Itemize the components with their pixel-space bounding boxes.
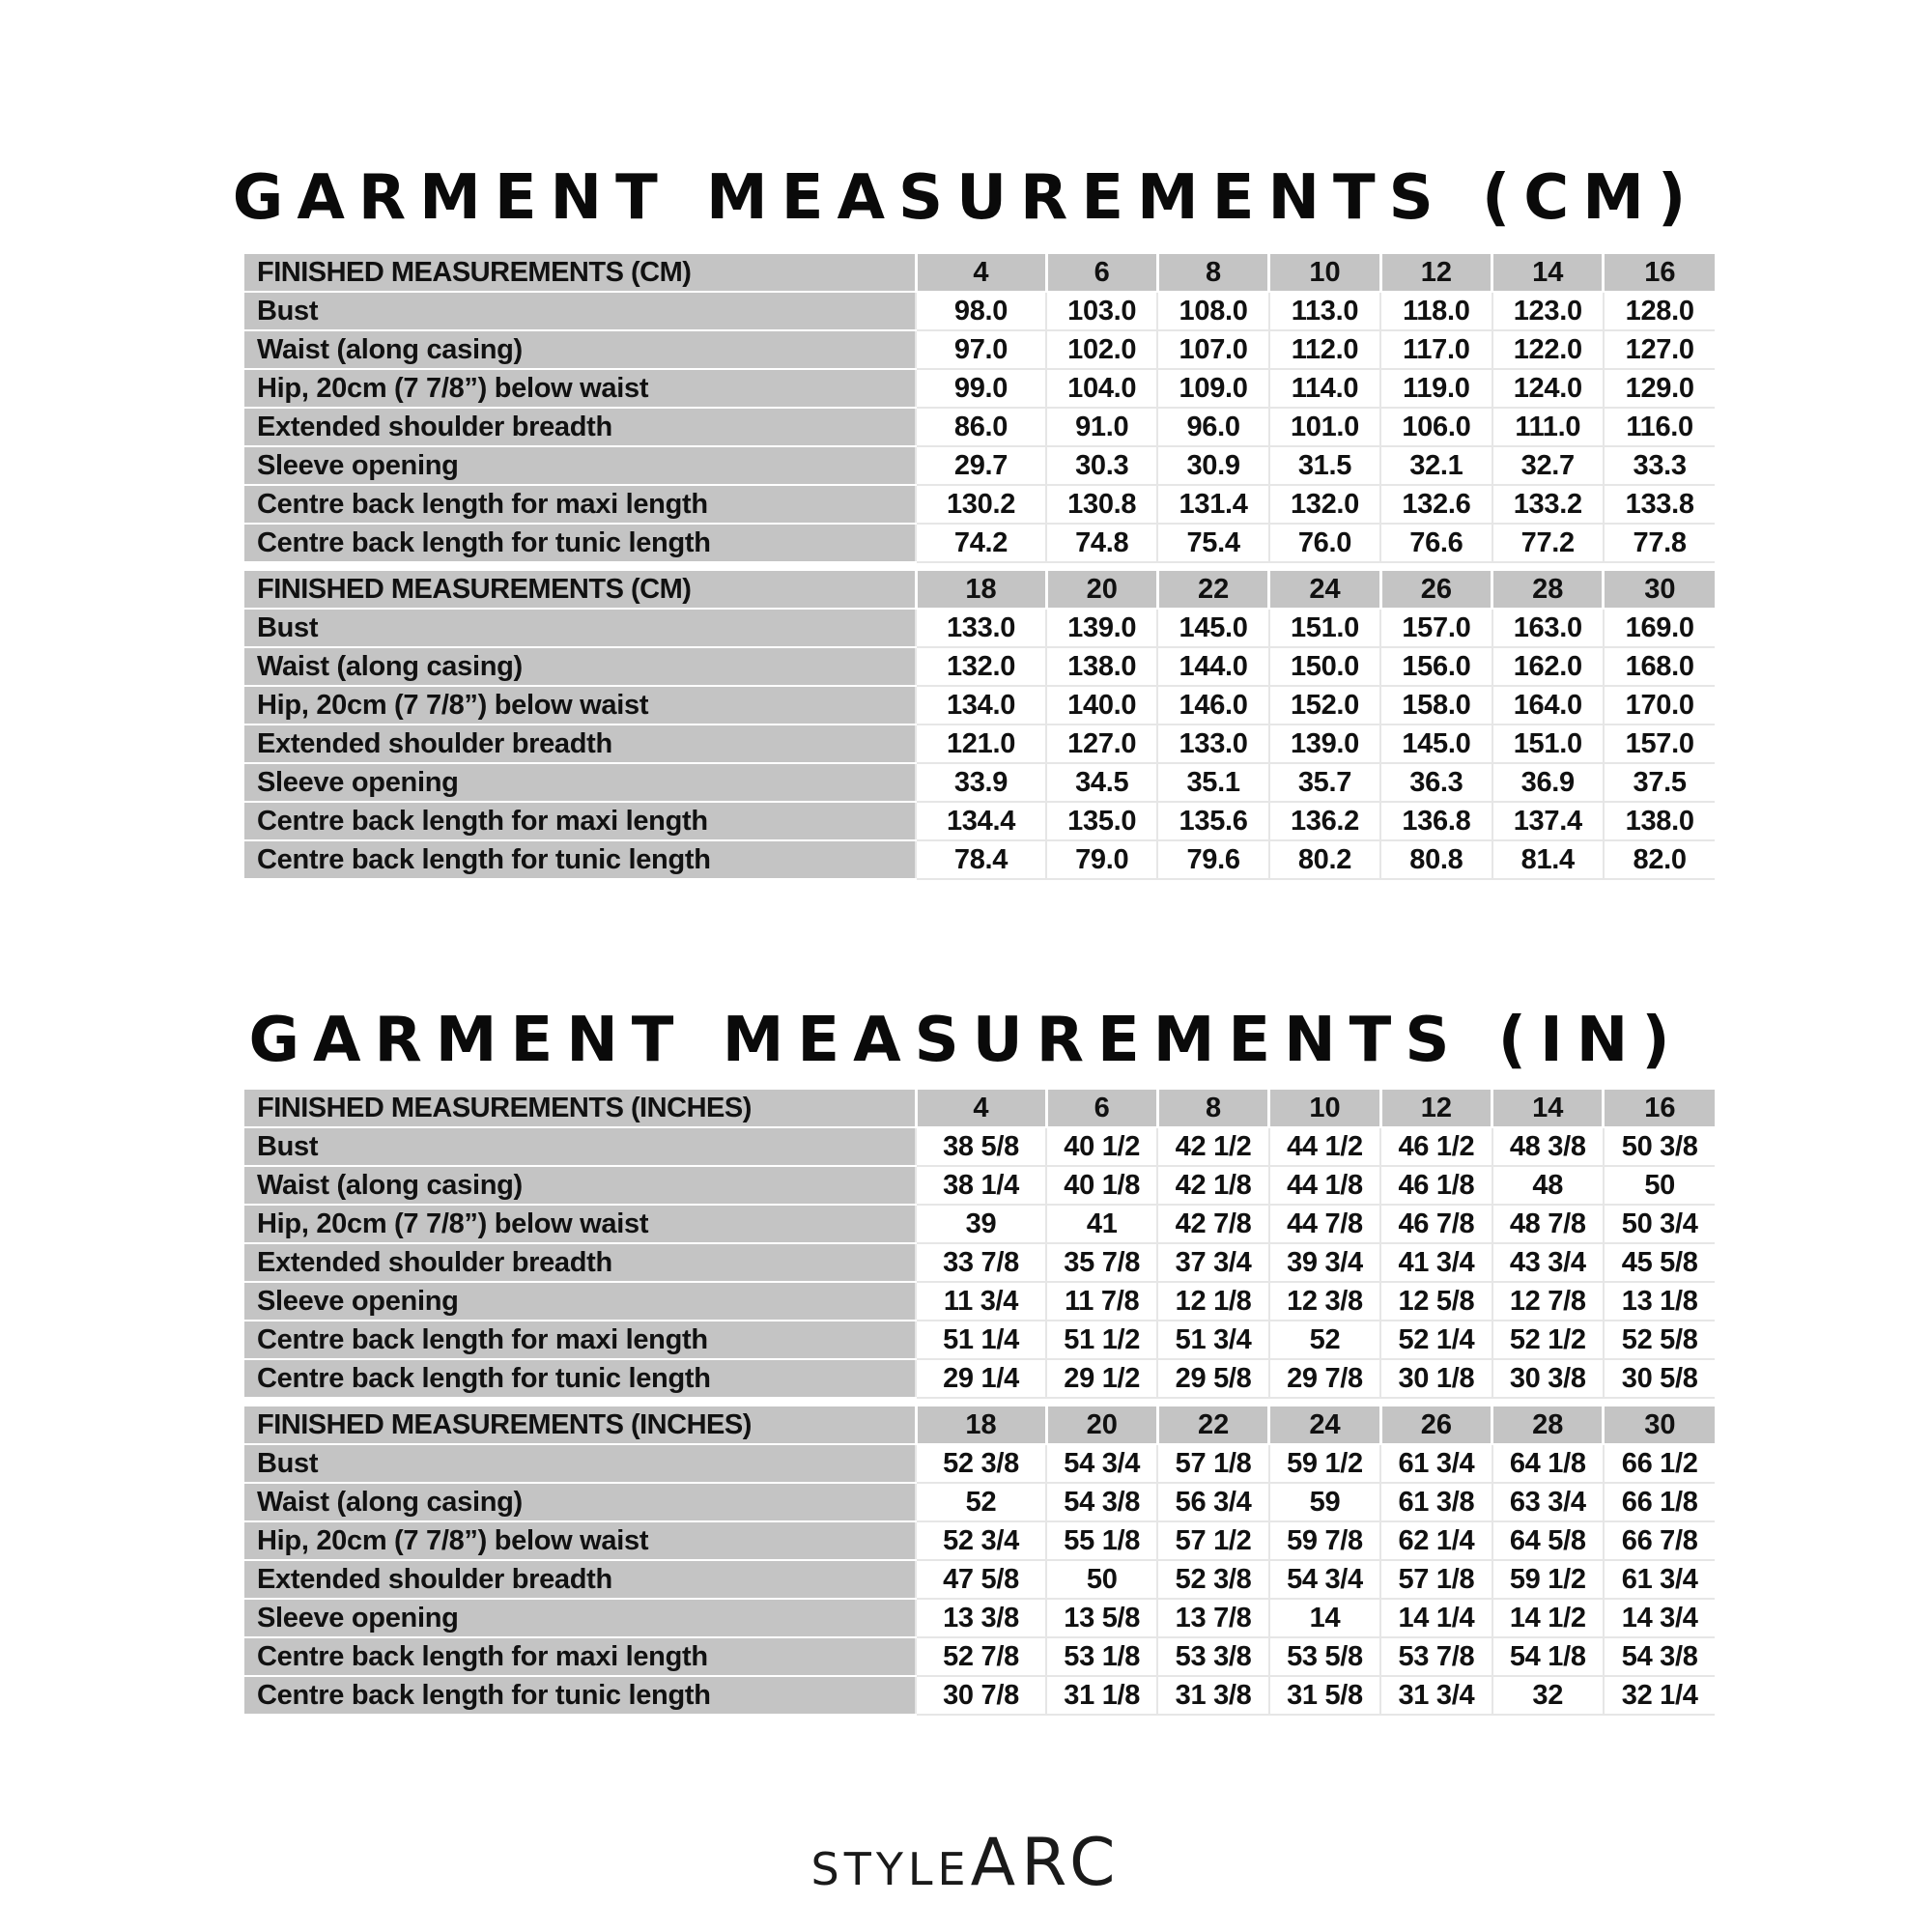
measurement-value: 39 3/4: [1269, 1243, 1380, 1282]
row-label: Centre back length for maxi length: [244, 1637, 916, 1676]
table-row: [244, 686, 1715, 724]
measurement-value: 12 5/8: [1380, 1282, 1492, 1321]
table-row: [244, 1444, 1715, 1483]
in-section-title: GARMENT MEASUREMENTS (IN): [248, 1005, 1684, 1076]
measurement-value: 128.0: [1604, 292, 1715, 330]
measurement-value: 42 7/8: [1157, 1205, 1268, 1243]
measurement-value: 80.8: [1380, 840, 1492, 879]
measurement-value: 137.4: [1492, 802, 1604, 840]
measurement-value: 48 7/8: [1492, 1205, 1604, 1243]
size-header: 14: [1492, 1090, 1604, 1127]
measurement-value: 123.0: [1492, 292, 1604, 330]
row-label: Waist (along casing): [244, 1166, 916, 1205]
measurement-value: 150.0: [1269, 647, 1380, 686]
measurement-value: 44 1/8: [1269, 1166, 1380, 1205]
measurement-value: 31 3/8: [1157, 1676, 1268, 1715]
measurement-value: 91.0: [1046, 408, 1157, 446]
measurement-value: 64 5/8: [1492, 1521, 1604, 1560]
measurement-value: 45 5/8: [1604, 1243, 1715, 1282]
measurement-value: 156.0: [1380, 647, 1492, 686]
measurement-value: 52 3/8: [916, 1444, 1046, 1483]
size-header: 10: [1269, 254, 1380, 292]
measurement-value: 151.0: [1269, 609, 1380, 647]
measurement-value: 63 3/4: [1492, 1483, 1604, 1521]
measurement-value: 133.8: [1604, 485, 1715, 524]
size-header: 20: [1046, 1406, 1157, 1444]
measurement-value: 34.5: [1046, 763, 1157, 802]
row-label: Centre back length for maxi length: [244, 1321, 916, 1359]
table-header-label: FINISHED MEASUREMENTS (CM): [244, 571, 916, 609]
measurement-value: 53 3/8: [1157, 1637, 1268, 1676]
measurement-value: 132.0: [916, 647, 1046, 686]
measurement-value: 107.0: [1157, 330, 1268, 369]
row-label: Hip, 20cm (7 7/8”) below waist: [244, 1205, 916, 1243]
row-label: Hip, 20cm (7 7/8”) below waist: [244, 369, 916, 408]
measurement-value: 118.0: [1380, 292, 1492, 330]
measurement-value: 99.0: [916, 369, 1046, 408]
measurement-value: 74.2: [916, 524, 1046, 562]
measurement-value: 117.0: [1380, 330, 1492, 369]
measurement-value: 146.0: [1157, 686, 1268, 724]
size-header: 14: [1492, 254, 1604, 292]
measurement-value: 30 5/8: [1604, 1359, 1715, 1398]
table-header-row: [244, 1090, 1715, 1127]
measurement-value: 38 5/8: [916, 1127, 1046, 1166]
table-row: [244, 840, 1715, 879]
table-row: [244, 1282, 1715, 1321]
measurement-value: 52 1/2: [1492, 1321, 1604, 1359]
measurement-value: 61 3/4: [1604, 1560, 1715, 1599]
size-header: 4: [916, 1090, 1046, 1127]
measurement-value: 36.9: [1492, 763, 1604, 802]
measurement-value: 33 7/8: [916, 1243, 1046, 1282]
measurement-value: 57 1/8: [1380, 1560, 1492, 1599]
measurement-value: 106.0: [1380, 408, 1492, 446]
measurement-value: 151.0: [1492, 724, 1604, 763]
measurement-value: 35 7/8: [1046, 1243, 1157, 1282]
row-label: Waist (along casing): [244, 1483, 916, 1521]
measurement-value: 136.8: [1380, 802, 1492, 840]
style-arc-logo: [0, 1825, 1932, 1901]
measurement-value: 76.6: [1380, 524, 1492, 562]
measurement-value: 132.0: [1269, 485, 1380, 524]
measurement-value: 40 1/2: [1046, 1127, 1157, 1166]
table-row: [244, 330, 1715, 369]
measurement-value: 163.0: [1492, 609, 1604, 647]
measurement-table: [244, 254, 1715, 563]
measurement-value: 101.0: [1269, 408, 1380, 446]
measurement-value: 127.0: [1046, 724, 1157, 763]
table-row: [244, 609, 1715, 647]
table-row: [244, 1676, 1715, 1715]
row-label: Centre back length for tunic length: [244, 840, 916, 879]
row-label: Centre back length for tunic length: [244, 1676, 916, 1715]
size-header: 12: [1380, 254, 1492, 292]
measurement-value: 52 1/4: [1380, 1321, 1492, 1359]
measurement-value: 52 7/8: [916, 1637, 1046, 1676]
size-header: 18: [916, 571, 1046, 609]
size-header: 22: [1157, 571, 1268, 609]
row-label: Hip, 20cm (7 7/8”) below waist: [244, 686, 916, 724]
measurement-value: 133.2: [1492, 485, 1604, 524]
measurement-value: 14: [1269, 1599, 1380, 1637]
measurement-value: 134.0: [916, 686, 1046, 724]
measurement-value: 32 1/4: [1604, 1676, 1715, 1715]
table-header-row: [244, 1406, 1715, 1444]
measurement-value: 59 1/2: [1269, 1444, 1380, 1483]
row-label: Extended shoulder breadth: [244, 724, 916, 763]
measurement-value: 57 1/8: [1157, 1444, 1268, 1483]
measurement-value: 152.0: [1269, 686, 1380, 724]
size-header: 16: [1604, 1090, 1715, 1127]
table-row: [244, 802, 1715, 840]
measurement-value: 13 7/8: [1157, 1599, 1268, 1637]
table-row: [244, 524, 1715, 562]
table-row: [244, 724, 1715, 763]
measurement-value: 168.0: [1604, 647, 1715, 686]
measurement-value: 29 1/2: [1046, 1359, 1157, 1398]
table-row: [244, 1243, 1715, 1282]
measurement-value: 113.0: [1269, 292, 1380, 330]
table-row: [244, 1560, 1715, 1599]
row-label: Bust: [244, 292, 916, 330]
measurement-value: 130.2: [916, 485, 1046, 524]
measurement-value: 76.0: [1269, 524, 1380, 562]
row-label: Sleeve opening: [244, 1282, 916, 1321]
measurement-value: 157.0: [1604, 724, 1715, 763]
measurement-value: 122.0: [1492, 330, 1604, 369]
measurement-value: 30.3: [1046, 446, 1157, 485]
measurement-value: 56 3/4: [1157, 1483, 1268, 1521]
measurement-value: 31 5/8: [1269, 1676, 1380, 1715]
measurement-value: 33.3: [1604, 446, 1715, 485]
measurement-value: 35.1: [1157, 763, 1268, 802]
measurement-value: 51 3/4: [1157, 1321, 1268, 1359]
size-header: 24: [1269, 571, 1380, 609]
measurement-value: 77.8: [1604, 524, 1715, 562]
in-measurement-tables: [244, 1090, 1696, 1716]
measurement-value: 52 3/8: [1157, 1560, 1268, 1599]
measurement-value: 54 3/4: [1046, 1444, 1157, 1483]
measurement-value: 54 1/8: [1492, 1637, 1604, 1676]
row-label: Hip, 20cm (7 7/8”) below waist: [244, 1521, 916, 1560]
measurement-value: 52: [916, 1483, 1046, 1521]
measurement-value: 38 1/4: [916, 1166, 1046, 1205]
row-label: Sleeve opening: [244, 446, 916, 485]
table-row: [244, 369, 1715, 408]
measurement-value: 41: [1046, 1205, 1157, 1243]
measurement-value: 31 3/4: [1380, 1676, 1492, 1715]
measurement-value: 64 1/8: [1492, 1444, 1604, 1483]
table-row: [244, 446, 1715, 485]
size-header: 26: [1380, 1406, 1492, 1444]
measurement-value: 31 1/8: [1046, 1676, 1157, 1715]
row-label: Sleeve opening: [244, 763, 916, 802]
size-header: 16: [1604, 254, 1715, 292]
measurement-value: 140.0: [1046, 686, 1157, 724]
row-label: Centre back length for tunic length: [244, 1359, 916, 1398]
table-row: [244, 1166, 1715, 1205]
table-row: [244, 1637, 1715, 1676]
table-row: [244, 1359, 1715, 1398]
cm-measurement-tables: [244, 254, 1696, 880]
measurement-value: 79.6: [1157, 840, 1268, 879]
measurement-value: 129.0: [1604, 369, 1715, 408]
measurement-value: 46 1/8: [1380, 1166, 1492, 1205]
measurement-value: 32: [1492, 1676, 1604, 1715]
measurement-value: 30 1/8: [1380, 1359, 1492, 1398]
measurement-value: 31.5: [1269, 446, 1380, 485]
measurement-value: 78.4: [916, 840, 1046, 879]
measurement-table: [244, 1090, 1715, 1399]
measurement-value: 42 1/8: [1157, 1166, 1268, 1205]
measurement-value: 13 3/8: [916, 1599, 1046, 1637]
measurement-value: 112.0: [1269, 330, 1380, 369]
measurement-value: 29 5/8: [1157, 1359, 1268, 1398]
measurement-value: 144.0: [1157, 647, 1268, 686]
measurement-value: 59 1/2: [1492, 1560, 1604, 1599]
measurement-value: 164.0: [1492, 686, 1604, 724]
measurement-value: 13 5/8: [1046, 1599, 1157, 1637]
size-header: 28: [1492, 1406, 1604, 1444]
measurement-value: 29 7/8: [1269, 1359, 1380, 1398]
measurement-value: 14 1/2: [1492, 1599, 1604, 1637]
measurement-value: 145.0: [1157, 609, 1268, 647]
measurement-value: 170.0: [1604, 686, 1715, 724]
measurement-value: 119.0: [1380, 369, 1492, 408]
row-label: Bust: [244, 1127, 916, 1166]
measurement-value: 114.0: [1269, 369, 1380, 408]
measurement-value: 32.1: [1380, 446, 1492, 485]
measurement-value: 109.0: [1157, 369, 1268, 408]
measurement-value: 132.6: [1380, 485, 1492, 524]
measurement-value: 111.0: [1492, 408, 1604, 446]
measurement-value: 30 3/8: [1492, 1359, 1604, 1398]
table-row: [244, 1127, 1715, 1166]
table-row: [244, 1483, 1715, 1521]
row-label: Waist (along casing): [244, 330, 916, 369]
measurement-value: 139.0: [1046, 609, 1157, 647]
measurement-value: 134.4: [916, 802, 1046, 840]
measurement-value: 66 1/2: [1604, 1444, 1715, 1483]
measurement-value: 98.0: [916, 292, 1046, 330]
measurement-value: 52 5/8: [1604, 1321, 1715, 1359]
measurement-value: 54 3/8: [1604, 1637, 1715, 1676]
measurement-value: 130.8: [1046, 485, 1157, 524]
table-header-row: [244, 571, 1715, 609]
measurement-value: 127.0: [1604, 330, 1715, 369]
measurement-value: 39: [916, 1205, 1046, 1243]
measurement-value: 40 1/8: [1046, 1166, 1157, 1205]
measurement-value: 30 7/8: [916, 1676, 1046, 1715]
size-header: 6: [1046, 254, 1157, 292]
measurement-value: 124.0: [1492, 369, 1604, 408]
row-label: Extended shoulder breadth: [244, 1243, 916, 1282]
measurement-value: 57 1/2: [1157, 1521, 1268, 1560]
table-header-row: [244, 254, 1715, 292]
measurement-value: 61 3/4: [1380, 1444, 1492, 1483]
measurement-value: 52 3/4: [916, 1521, 1046, 1560]
table-header-label: FINISHED MEASUREMENTS (CM): [244, 254, 916, 292]
row-label: Bust: [244, 609, 916, 647]
table-row: [244, 292, 1715, 330]
measurement-value: 61 3/8: [1380, 1483, 1492, 1521]
measurement-value: 14 3/4: [1604, 1599, 1715, 1637]
measurement-value: 138.0: [1046, 647, 1157, 686]
measurement-value: 54 3/4: [1269, 1560, 1380, 1599]
measurement-value: 139.0: [1269, 724, 1380, 763]
measurement-value: 43 3/4: [1492, 1243, 1604, 1282]
table-row: [244, 485, 1715, 524]
measurement-value: 50: [1046, 1560, 1157, 1599]
measurement-value: 103.0: [1046, 292, 1157, 330]
row-label: Centre back length for maxi length: [244, 802, 916, 840]
measurement-value: 54 3/8: [1046, 1483, 1157, 1521]
row-label: Extended shoulder breadth: [244, 408, 916, 446]
measurement-value: 131.4: [1157, 485, 1268, 524]
measurement-value: 53 5/8: [1269, 1637, 1380, 1676]
table-row: [244, 1521, 1715, 1560]
measurement-value: 32.7: [1492, 446, 1604, 485]
row-label: Centre back length for maxi length: [244, 485, 916, 524]
measurement-value: 97.0: [916, 330, 1046, 369]
measurement-value: 55 1/8: [1046, 1521, 1157, 1560]
measurement-value: 77.2: [1492, 524, 1604, 562]
measurement-value: 145.0: [1380, 724, 1492, 763]
size-header: 10: [1269, 1090, 1380, 1127]
measurement-table: [244, 1406, 1715, 1716]
size-header: 12: [1380, 1090, 1492, 1127]
row-label: Extended shoulder breadth: [244, 1560, 916, 1599]
table-row: [244, 1599, 1715, 1637]
size-header: 28: [1492, 571, 1604, 609]
row-label: Bust: [244, 1444, 916, 1483]
measurement-value: 104.0: [1046, 369, 1157, 408]
measurement-value: 62 1/4: [1380, 1521, 1492, 1560]
measurement-value: 133.0: [1157, 724, 1268, 763]
size-header: 18: [916, 1406, 1046, 1444]
size-header: 24: [1269, 1406, 1380, 1444]
measurement-value: 44 1/2: [1269, 1127, 1380, 1166]
size-header: 26: [1380, 571, 1492, 609]
row-label: Sleeve opening: [244, 1599, 916, 1637]
size-header: 4: [916, 254, 1046, 292]
measurement-value: 11 7/8: [1046, 1282, 1157, 1321]
table-row: [244, 408, 1715, 446]
measurement-value: 79.0: [1046, 840, 1157, 879]
measurement-value: 47 5/8: [916, 1560, 1046, 1599]
measurement-value: 157.0: [1380, 609, 1492, 647]
measurement-value: 66 7/8: [1604, 1521, 1715, 1560]
size-header: 22: [1157, 1406, 1268, 1444]
measurement-value: 81.4: [1492, 840, 1604, 879]
size-header: 8: [1157, 1090, 1268, 1127]
cm-section-title: GARMENT MEASUREMENTS (CM): [232, 162, 1700, 234]
measurement-value: 48 3/8: [1492, 1127, 1604, 1166]
measurement-value: 41 3/4: [1380, 1243, 1492, 1282]
measurement-value: 12 3/8: [1269, 1282, 1380, 1321]
measurement-value: 135.0: [1046, 802, 1157, 840]
measurement-value: 75.4: [1157, 524, 1268, 562]
measurement-value: 29.7: [916, 446, 1046, 485]
measurement-value: 36.3: [1380, 763, 1492, 802]
measurement-value: 12 1/8: [1157, 1282, 1268, 1321]
measurement-value: 12 7/8: [1492, 1282, 1604, 1321]
measurement-value: 13 1/8: [1604, 1282, 1715, 1321]
measurement-value: 53 7/8: [1380, 1637, 1492, 1676]
size-header: 30: [1604, 571, 1715, 609]
measurement-value: 59: [1269, 1483, 1380, 1521]
measurement-value: 46 1/2: [1380, 1127, 1492, 1166]
measurement-value: 102.0: [1046, 330, 1157, 369]
brand-arc-text: ARC: [970, 1825, 1122, 1901]
measurement-value: 53 1/8: [1046, 1637, 1157, 1676]
measurement-value: 158.0: [1380, 686, 1492, 724]
measurement-value: 80.2: [1269, 840, 1380, 879]
measurement-value: 66 1/8: [1604, 1483, 1715, 1521]
measurement-value: 11 3/4: [916, 1282, 1046, 1321]
brand-style-text: STYLE: [810, 1843, 971, 1895]
measurement-value: 33.9: [916, 763, 1046, 802]
measurement-value: 169.0: [1604, 609, 1715, 647]
measurement-value: 86.0: [916, 408, 1046, 446]
measurement-value: 82.0: [1604, 840, 1715, 879]
size-header: 20: [1046, 571, 1157, 609]
measurement-value: 133.0: [916, 609, 1046, 647]
measurement-value: 135.6: [1157, 802, 1268, 840]
table-row: [244, 1205, 1715, 1243]
measurement-value: 50 3/4: [1604, 1205, 1715, 1243]
measurement-value: 42 1/2: [1157, 1127, 1268, 1166]
measurement-table: [244, 571, 1715, 880]
row-label: Waist (along casing): [244, 647, 916, 686]
measurement-value: 108.0: [1157, 292, 1268, 330]
measurement-value: 136.2: [1269, 802, 1380, 840]
size-header: 8: [1157, 254, 1268, 292]
measurement-value: 37 3/4: [1157, 1243, 1268, 1282]
measurement-value: 96.0: [1157, 408, 1268, 446]
size-header: 6: [1046, 1090, 1157, 1127]
table-header-label: FINISHED MEASUREMENTS (INCHES): [244, 1406, 916, 1444]
measurement-value: 37.5: [1604, 763, 1715, 802]
measurement-value: 29 1/4: [916, 1359, 1046, 1398]
measurement-value: 14 1/4: [1380, 1599, 1492, 1637]
table-row: [244, 763, 1715, 802]
measurement-value: 138.0: [1604, 802, 1715, 840]
measurement-value: 50: [1604, 1166, 1715, 1205]
table-row: [244, 1321, 1715, 1359]
measurement-value: 116.0: [1604, 408, 1715, 446]
measurement-value: 46 7/8: [1380, 1205, 1492, 1243]
table-header-label: FINISHED MEASUREMENTS (INCHES): [244, 1090, 916, 1127]
measurement-value: 44 7/8: [1269, 1205, 1380, 1243]
measurement-value: 48: [1492, 1166, 1604, 1205]
row-label: Centre back length for tunic length: [244, 524, 916, 562]
measurement-value: 51 1/2: [1046, 1321, 1157, 1359]
measurement-value: 35.7: [1269, 763, 1380, 802]
table-row: [244, 647, 1715, 686]
measurement-value: 50 3/8: [1604, 1127, 1715, 1166]
measurement-value: 51 1/4: [916, 1321, 1046, 1359]
measurement-value: 30.9: [1157, 446, 1268, 485]
measurement-value: 162.0: [1492, 647, 1604, 686]
measurement-value: 59 7/8: [1269, 1521, 1380, 1560]
measurement-value: 74.8: [1046, 524, 1157, 562]
size-header: 30: [1604, 1406, 1715, 1444]
measurement-value: 121.0: [916, 724, 1046, 763]
measurement-value: 52: [1269, 1321, 1380, 1359]
